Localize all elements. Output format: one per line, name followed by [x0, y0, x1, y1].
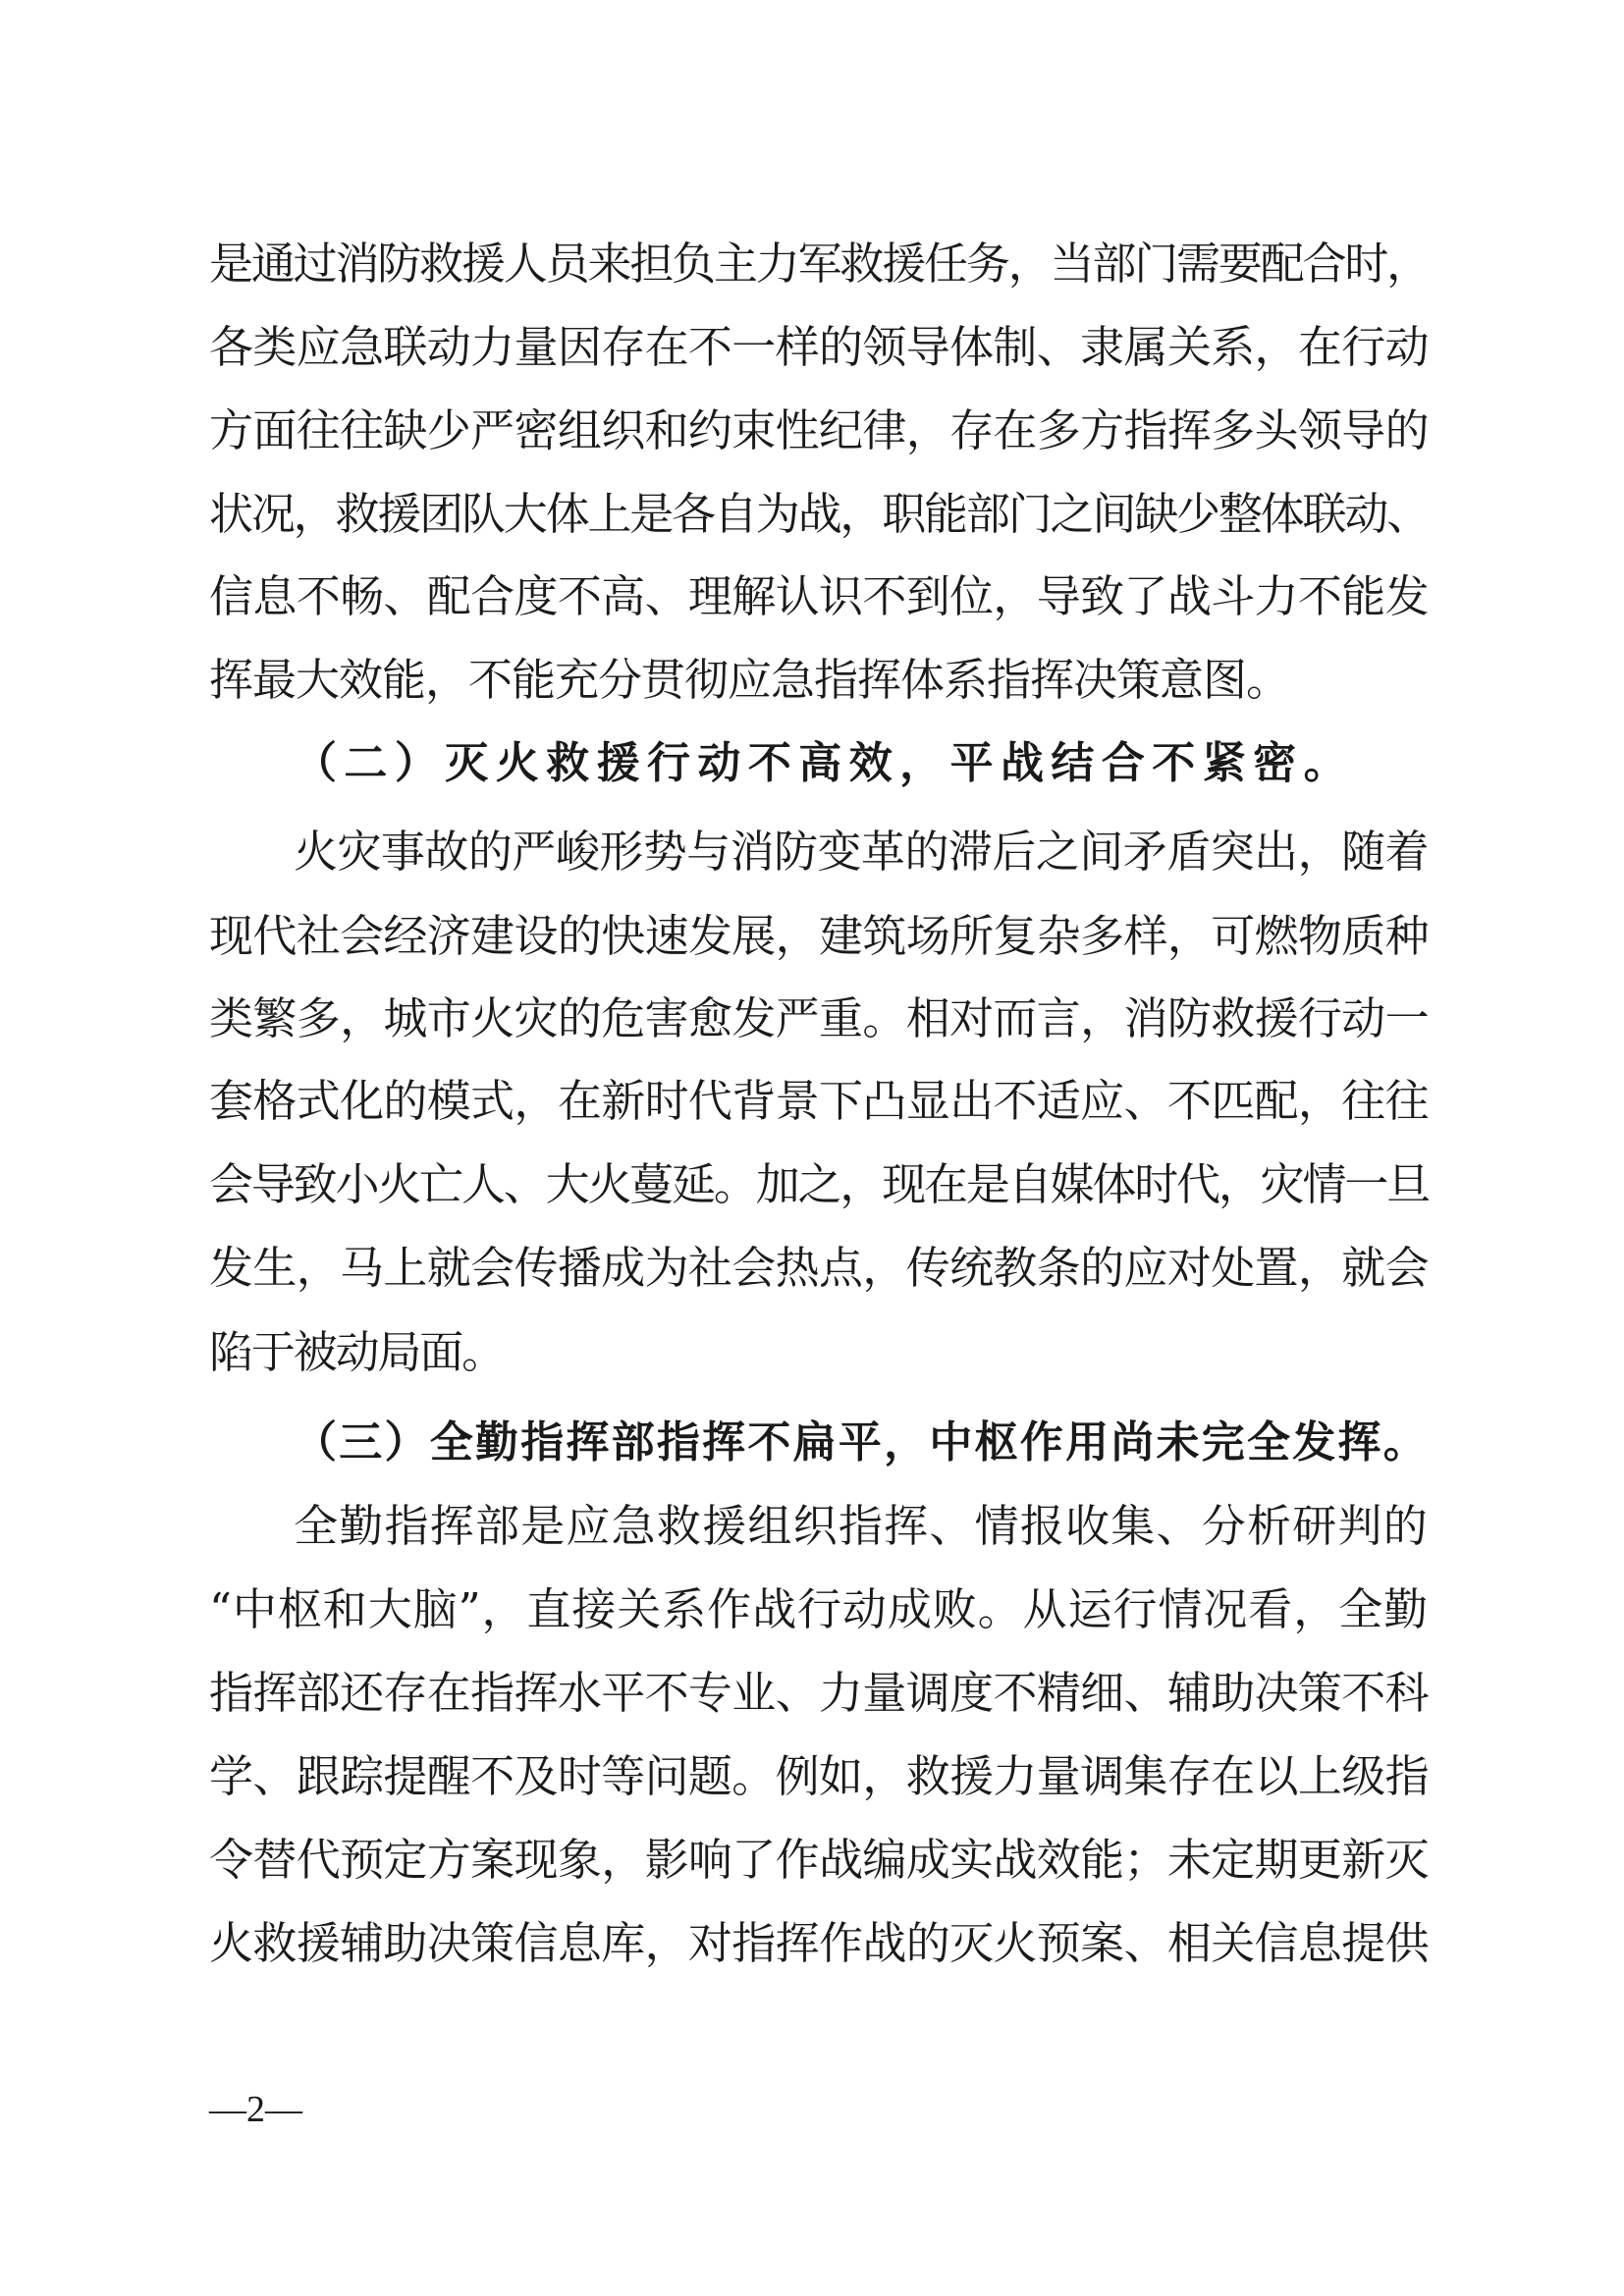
page-number: —2— [209, 2089, 302, 2130]
line-text: 是通过消防救援人员来担负主力军救援任务，当部门需要配合时， [209, 238, 1429, 290]
line-text: 全勤指挥部是应急救援组织指挥、情报收集、分析研判的 [294, 1500, 1429, 1552]
paragraph-line [0, 1487, 1624, 1566]
line-text: （二）灭火救援行动不高效，平战结合不紧密。 [294, 738, 1354, 788]
line-text: 信息不畅、配合度不高、理解认识不到位，导致了战斗力不能发 [209, 570, 1429, 622]
paragraph-line [0, 1313, 1624, 1392]
paragraph-line [0, 1062, 1624, 1141]
paragraph-line [0, 813, 1624, 891]
section-heading [0, 1404, 1624, 1482]
line-text: 火灾事故的严峻形势与消防变革的滞后之间矛盾突出，随着 [294, 826, 1429, 878]
paragraph-line [0, 1571, 1624, 1649]
line-text: 指挥部还存在指挥水平不专业、力量调度不精细、辅助决策不科 [209, 1667, 1429, 1719]
line-text: 各类应急联动力量因存在不一样的领导体制、隶属关系，在行动 [209, 321, 1429, 373]
line-text: 状况，救援团队大体上是各自为战，职能部门之间缺少整体联动、 [209, 488, 1429, 540]
line-text: 陷于被动局面。 [209, 1326, 504, 1378]
line-text: 火救援辅助决策信息库，对指挥作战的灭火预案、相关信息提供 [209, 1917, 1429, 1969]
paragraph-line [0, 475, 1624, 554]
paragraph-line [0, 1821, 1624, 1899]
paragraph-line [0, 392, 1624, 470]
paragraph-line [0, 641, 1624, 720]
paragraph-line [0, 897, 1624, 976]
paragraph-line [0, 558, 1624, 636]
line-text: 令替代预定方案现象，影响了作战编成实战效能；未定期更新灭 [209, 1834, 1429, 1886]
section-heading [0, 724, 1624, 803]
paragraph-line [0, 980, 1624, 1058]
line-text: 现代社会经济建设的快速发展，建筑场所复杂多样，可燃物质种 [209, 910, 1429, 962]
line-text: （三）全勤指挥部指挥不扁平，中枢作用尚未完全发挥。 [294, 1417, 1429, 1468]
paragraph-line [0, 1737, 1624, 1816]
paragraph-line [0, 1146, 1624, 1224]
line-text: 套格式化的模式，在新时代背景下凸显出不适应、不匹配，往往 [209, 1075, 1429, 1127]
line-text: “中枢和大脑”，直接关系作战行动成败。从运行情况看，全勤 [209, 1583, 1429, 1635]
paragraph-line [0, 1229, 1624, 1308]
paragraph-line [0, 1904, 1624, 1983]
line-text: 方面往往缺少严密组织和约束性纪律，存在多方指挥多头领导的 [209, 404, 1429, 456]
line-text: 学、跟踪提醒不及时等问题。例如，救援力量调集存在以上级指 [209, 1750, 1429, 1802]
line-text: 发生，马上就会传播成为社会热点，传统教条的应对处置，就会 [209, 1242, 1429, 1294]
line-text: 挥最大效能，不能充分贯彻应急指挥体系指挥决策意图。 [209, 654, 1289, 706]
line-text: 会导致小火亡人、大火蔓延。加之，现在是自媒体时代，灾情一旦 [209, 1158, 1429, 1210]
line-text: 类繁多，城市火灾的危害愈发严重。相对而言，消防救援行动一 [209, 992, 1429, 1044]
paragraph-line [0, 225, 1624, 303]
paragraph-line [0, 308, 1624, 387]
paragraph-line [0, 1654, 1624, 1733]
